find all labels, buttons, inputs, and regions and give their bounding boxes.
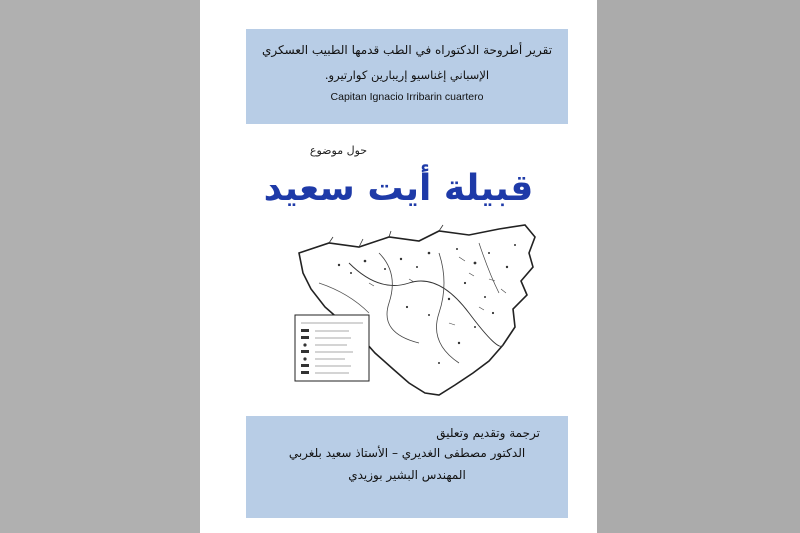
translators-box — [246, 416, 568, 518]
left-margin — [0, 0, 200, 533]
author-info-box — [246, 29, 568, 124]
translators-names: الدكتور مصطفى الغديري – الأستاذ سعيد بلغربي — [288, 446, 526, 460]
translation-credit: ترجمة وتقديم وتعليق — [436, 426, 540, 440]
book-cover — [200, 0, 597, 533]
about-label: حول موضوع — [309, 144, 368, 157]
tribe-map-image — [289, 223, 541, 403]
engineer-name: المهندس البشير بوزيدي — [348, 468, 466, 482]
author-line-2: الإسباني إغناسيو إريبارين كوارتيرو. — [324, 68, 490, 82]
right-margin — [597, 0, 800, 533]
author-line-1: تقرير أطروحة الدكتوراه في الطب قدمها الطبيب العسكري — [261, 43, 553, 57]
book-title: قبيلة أيت سعيد — [263, 168, 534, 209]
author-line-latin: Capitan Ignacio Irribarin cuartero — [330, 91, 484, 103]
